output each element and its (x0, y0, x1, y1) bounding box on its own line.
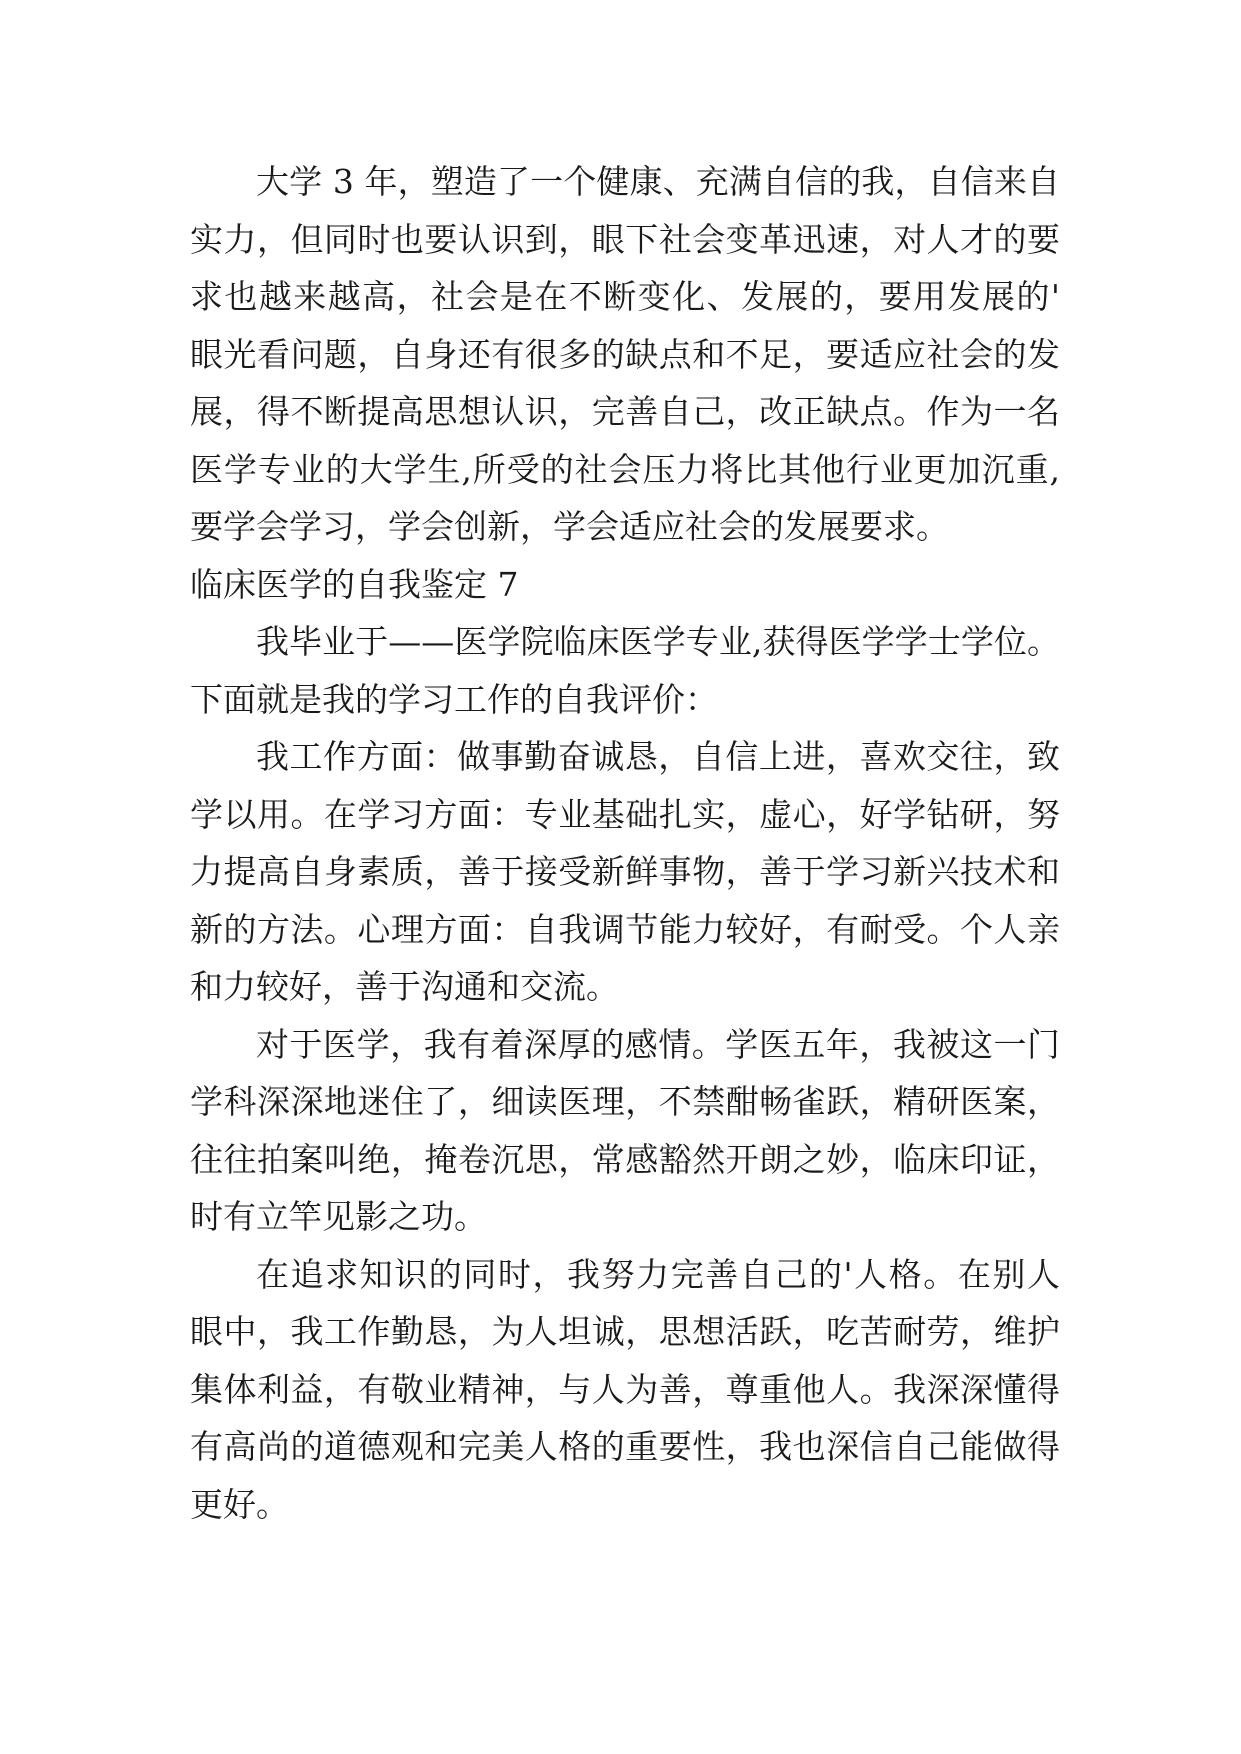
text-line: 大学 3 年，塑造了一个健康、充满自信的我，自信来自 (256, 162, 1060, 201)
text-line: 医学专业的大学生,所受的社会压力将比其他行业更加沉重, (190, 449, 1060, 489)
text-line: 展，得不断提高思想认识，完善自己，改正缺点。作为一名 (190, 392, 1060, 431)
text-line: 我毕业于——医学院临床医学专业,获得医学学士学位。 (256, 622, 1060, 661)
text-line: 要学会学习，学会创新，学会适应社会的发展要求。 (190, 507, 949, 546)
text-line: 新的方法。心理方面：自我调节能力较好，有耐受。个人亲 (190, 909, 1060, 949)
paragraph (190, 153, 1060, 556)
paragraph (190, 728, 1060, 1016)
text-line: 有高尚的道德观和完美人格的重要性，我也深信自己能做得 (190, 1427, 1060, 1466)
text-line: 更好。 (190, 1484, 289, 1524)
document-body (190, 153, 1060, 1533)
section-heading: 临床医学的自我鉴定 7 (190, 564, 519, 604)
text-line: 学科深深地迷住了，细读医理，不禁酣畅雀跃，精研医案， (190, 1082, 1060, 1121)
paragraph (190, 1016, 1060, 1246)
text-line: 我工作方面：做事勤奋诚恳，自信上进，喜欢交往，致 (256, 737, 1060, 776)
text-line: 眼中，我工作勤恳，为人坦诚，思想活跃，吃苦耐劳，维护 (190, 1312, 1060, 1351)
text-line: 学以用。在学习方面：专业基础扎实，虚心，好学钻研，努 (190, 794, 1060, 834)
text-line: 往往拍案叫绝，掩卷沉思，常感豁然开朗之妙，临床印证， (190, 1139, 1060, 1179)
text-line: 在追求知识的同时，我努力完善自己的'人格。在别人 (256, 1254, 1060, 1294)
text-line: 时有立竿见影之功。 (190, 1197, 487, 1236)
text-line: 眼光看问题，自身还有很多的缺点和不足，要适应社会的发 (190, 334, 1060, 374)
text-line: 求也越来越高，社会是在不断变化、发展的，要用发展的' (190, 277, 1060, 316)
text-line: 和力较好，善于沟通和交流。 (190, 967, 619, 1006)
text-line: 下面就是我的学习工作的自我评价： (190, 679, 718, 719)
text-line: 对于医学，我有着深厚的感情。学医五年，我被这一门 (256, 1024, 1060, 1064)
text-line: 力提高自身素质，善于接受新鲜事物，善于学习新兴技术和 (190, 852, 1060, 891)
text-line: 集体利益，有敬业精神，与人为善，尊重他人。我深深懂得 (190, 1369, 1060, 1409)
text-line: 实力，但同时也要认识到，眼下社会变革迅速，对人才的要 (190, 219, 1060, 259)
paragraph (190, 1246, 1060, 1534)
paragraph (190, 613, 1060, 728)
